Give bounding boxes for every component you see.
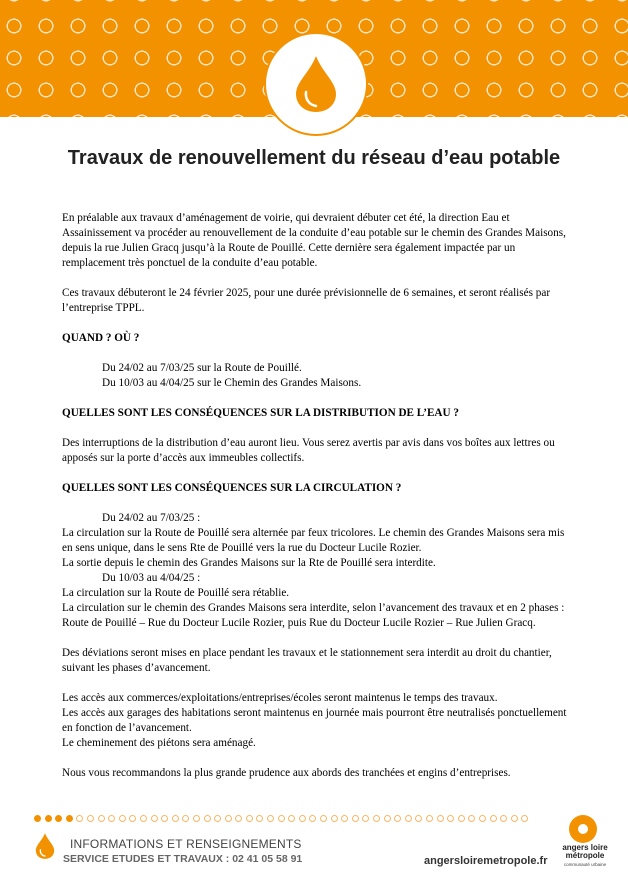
traffic-line: La circulation sur le chemin des Grandes Maisons sera interdite, selon l’avancement des travaux et en 2 phases : Route de Pouillé – Rue du Docteur Lucile Rozier, puis Rue du Docteur Lucile Rozier – Rue Julien Gracq. [62,602,565,629]
footer-dot-row [34,815,532,825]
traffic-line: La circulation sur la Route de Pouillé sera alternée par feux tricolores. Le chemin des Grandes Maisons sera mis en sens unique, dans le sens Rte de Pouillé vers la rue du Docteur Lucile Rozier. [62,527,565,554]
logo-mark-icon [569,815,597,843]
distribution-heading: QUELLES SONT LES CONSÉQUENCES SUR LA DISTRIBUTION DE L’EAU ? [62,407,459,419]
footer-website-link[interactable]: angersloiremetropole.fr [424,855,548,867]
footer-info-title: INFORMATIONS ET RENSEIGNEMENTS [70,837,302,851]
distribution-paragraph: Des interruptions de la distribution d’eau auront lieu. Vous serez avertis par avis dans vos boîtes aux lettres ou apposés sur la porte d’accès aux immeubles collectifs. [62,437,555,464]
logo-subtitle: communauté urbaine [563,862,607,867]
period-label: Du 10/03 au 4/04/25 : [102,572,201,584]
schedule-paragraph: Ces travaux débuteront le 24 février 2025, pour une durée prévisionnelle de 6 semaines, et seront réalisés par l’entreprise TPPL. [62,287,551,314]
when-where-heading: QUAND ? OÙ ? [62,332,140,344]
detours-paragraph: Des déviations seront mises en place pendant les travaux et le stationnement sera interdit au droit du chantier, suivant les phases d’avancement. [62,647,552,674]
access-line: Le cheminement des piétons sera aménagé. [62,737,256,749]
period-label: Du 24/02 au 7/03/25 : [102,512,201,524]
traffic-line: La sortie depuis le chemin des Grandes Maisons sur la Rte de Pouillé sera interdite. [62,557,436,569]
list-item: Du 10/03 au 4/04/25 sur le Chemin des Grandes Maisons. [102,377,362,389]
footer-service-phone: SERVICE ETUDES ET TRAVAUX : 02 41 05 58 91 [63,853,303,865]
list-item: Du 24/02 au 7/03/25 sur la Route de Pouillé. [102,362,302,374]
logo-badge [264,32,368,136]
access-line: Les accès aux garages des habitations seront maintenus en journée mais pourront être neutralisés ponctuellement en fonction de l’avancement. [62,707,567,734]
traffic-heading: QUELLES SONT LES CONSÉQUENCES SUR LA CIRCULATION ? [62,482,402,494]
document-body [62,211,574,796]
access-block [62,691,574,751]
traffic-line: La circulation sur la Route de Pouillé sera rétablie. [62,587,290,599]
page-title: Travaux de renouvellement du réseau d’eau potable [67,147,561,169]
logo-wordmark: angers loire métropole [562,843,608,860]
intro-paragraph: En préalable aux travaux d’aménagement de voirie, qui devraient débuter cet été, la direction Eau et Assainissement va procéder au renouvellement de la conduite d’eau potable sur le chemin des Grandes Maisons, depuis la rue Julien Gracq jusqu’à la Route de Pouillé. Cette dernière sera également impactée par un remplacement très ponctuel de la conduite d’eau potable. [62,212,566,269]
angers-loire-metropole-logo [557,815,613,877]
water-drop-icon [34,832,56,860]
water-drop-icon [292,54,340,114]
traffic-block [62,511,574,631]
when-where-list [62,361,574,391]
access-line: Les accès aux commerces/exploitations/entreprises/écoles seront maintenus le temps des travaux. [62,692,498,704]
caution-paragraph: Nous vous recommandons la plus grande prudence aux abords des tranchées et engins d’entreprises. [62,767,511,779]
